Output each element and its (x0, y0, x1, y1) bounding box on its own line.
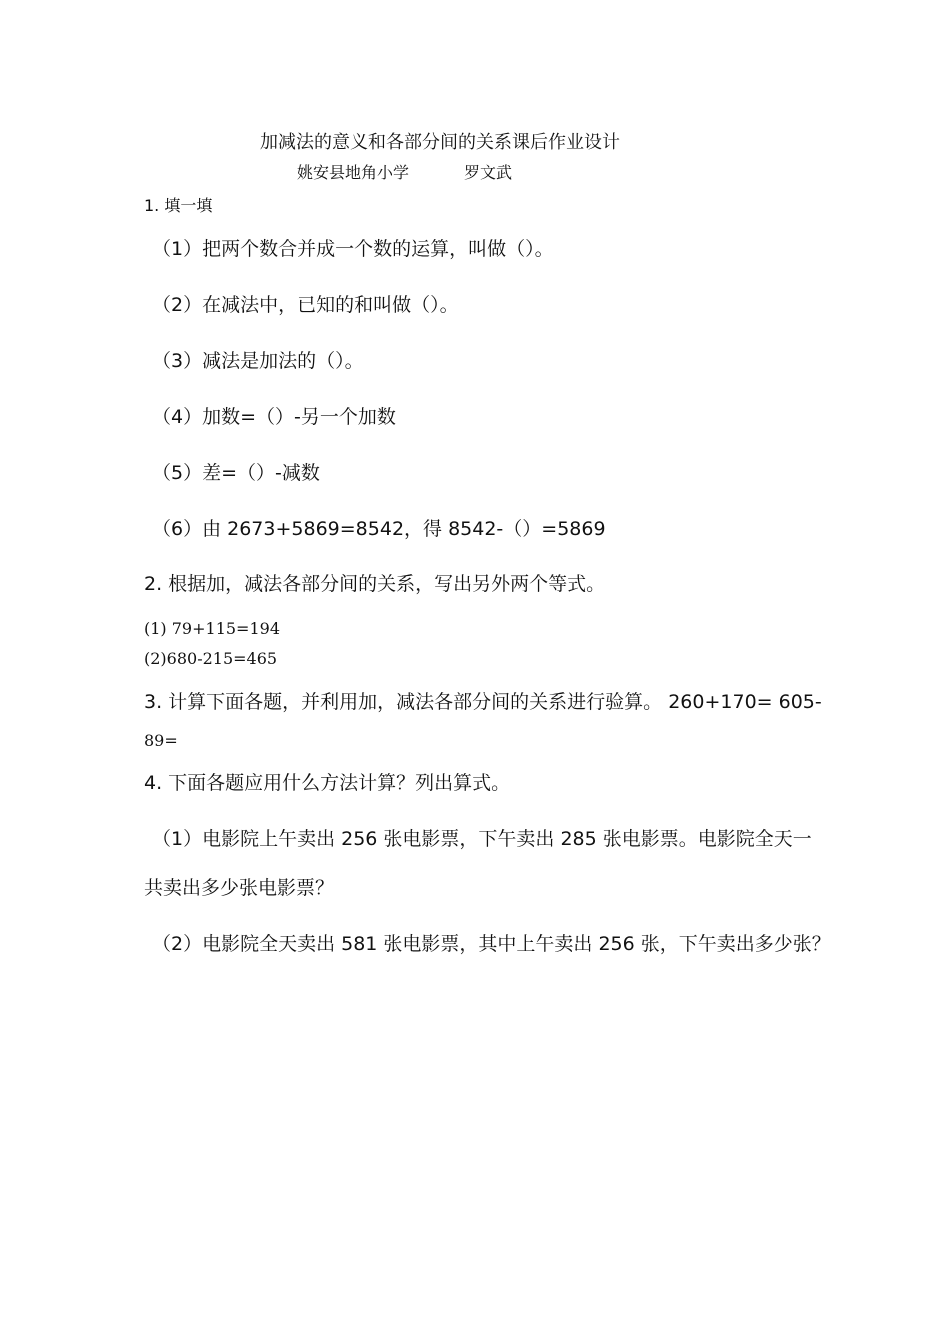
equation-1: (1) 79+115=194 (144, 619, 280, 638)
word-problem-1-line-2: 共卖出多少张电影票？ (144, 877, 335, 899)
section-4-heading: 4. 下面各题应用什么方法计算？列出算式。 (144, 772, 511, 794)
word-problem-1-line-1: （1）电影院上午卖出 256 张电影票，下午卖出 285 张电影票。电影院全天一 (152, 828, 812, 850)
page-title: 加减法的意义和各部分间的关系课后作业设计 (260, 132, 620, 153)
author-school: 姚安县地角小学 (297, 163, 410, 182)
word-problem-2: （2）电影院全天卖出 581 张电影票，其中上午卖出 256 张，下午卖出多少张？ (152, 933, 831, 955)
section-3-line-2: 89= (144, 731, 178, 750)
section-1-heading: 1. 填一填 (144, 196, 213, 215)
fill-item-5: （5）差=（）-减数 (152, 462, 320, 484)
fill-item-3: （3）减法是加法的（）。 (152, 350, 364, 372)
fill-item-1: （1）把两个数合并成一个数的运算，叫做（）。 (152, 238, 554, 260)
fill-item-6: （6）由 2673+5869=8542，得 8542-（）=5869 (152, 518, 606, 540)
section-2-heading: 2. 根据加，减法各部分间的关系，写出另外两个等式。 (144, 573, 606, 595)
equation-2: (2)680-215=465 (144, 649, 278, 668)
fill-item-2: （2）在减法中，已知的和叫做（）。 (152, 294, 459, 316)
fill-item-4: （4）加数=（）-另一个加数 (152, 406, 396, 428)
author-name: 罗文武 (464, 163, 513, 182)
section-3-line-1: 3. 计算下面各题，并利用加，减法各部分间的关系进行验算。 260+170= 605- (144, 691, 822, 713)
